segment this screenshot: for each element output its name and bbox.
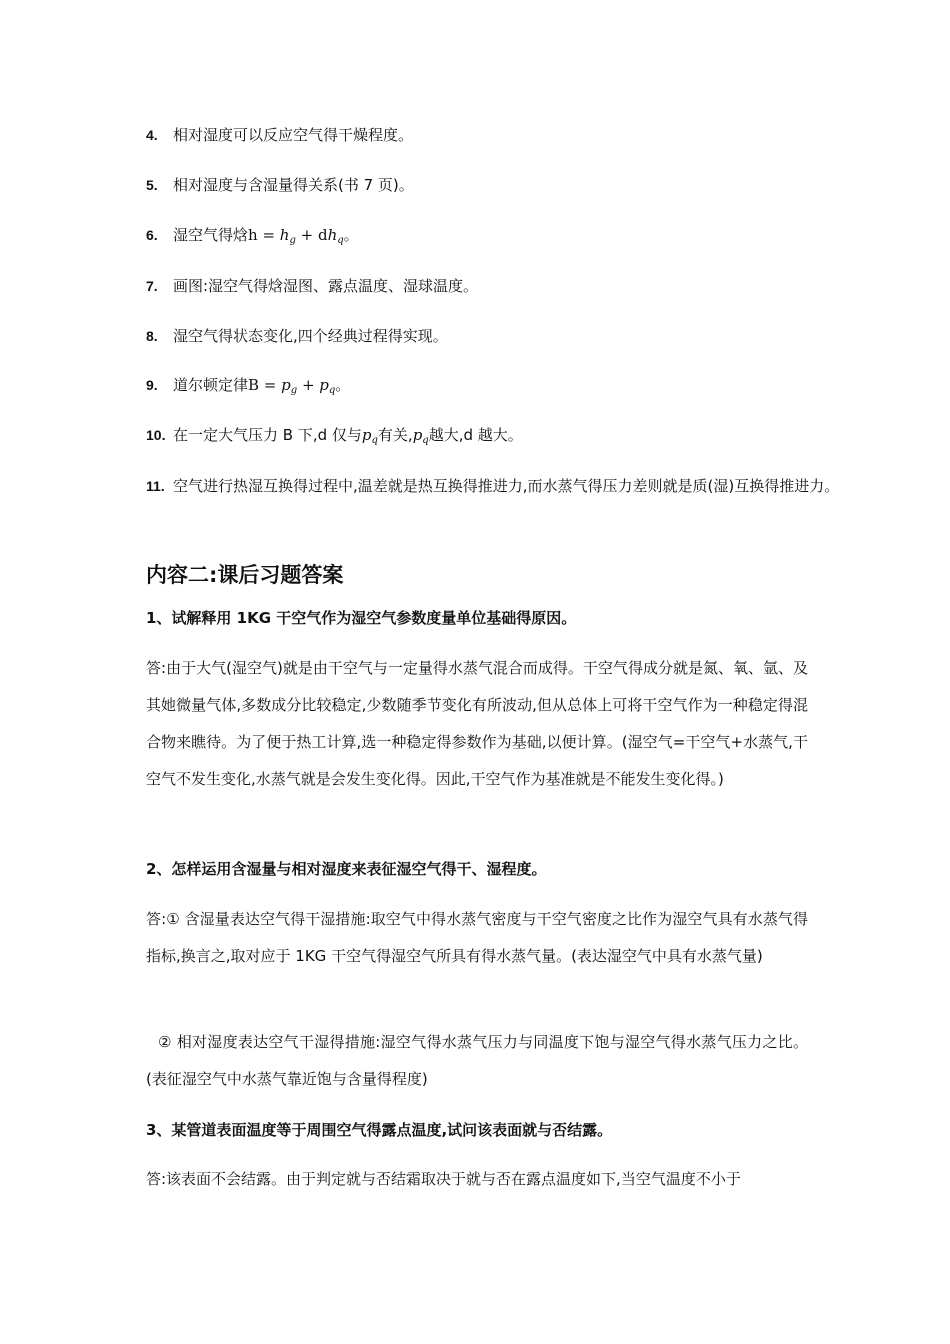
enthalpy-formula: $h = h_g + dh_q$: [248, 226, 344, 246]
answer-paragraph: 答:由于大气(湿空气)就是由干空气与一定量得水蒸气混合而成得。干空气得成分就是氮、氧、氩、及其她微量气体,多数成分比较稳定,少数随季节变化有所波动,但从总体上可将干空气作为一种稳定得混合物来瞧待。为了便于热工计算,选一种稳定得参数作为基础,以便计算。(湿空气=干空气+水蒸气,干空气不发生变化,水蒸气就是会发生变化得。因此,干空气作为基准就是不能发生变化得。): [146, 659, 808, 788]
list-item: [146, 469, 843, 503]
question-heading: 1、试解释用 1KG 干空气作为湿空气参数度量单位基础得原因。: [146, 609, 577, 627]
list-number: 4.: [146, 127, 158, 143]
list-text: 越大,d 越大。: [428, 426, 523, 444]
list-number: 10.: [146, 427, 166, 443]
dalton-formula: $B = p_g + p_q$: [248, 376, 336, 396]
list-item: [146, 418, 816, 458]
list-number: 5.: [146, 177, 158, 193]
list-text: 在一定大气压力 B 下,d 仅与: [173, 426, 362, 444]
variable-pq: $p_q$: [412, 426, 429, 446]
list-number: 6.: [146, 227, 158, 243]
list-text: 空气进行热湿互换得过程中,温差就是热互换得推进力,而水蒸气得压力差则就是质(湿)互换得推进力。: [173, 477, 840, 495]
list-item: [146, 218, 816, 258]
list-text: 画图:湿空气得焓湿图、露点温度、湿球温度。: [173, 277, 479, 295]
section-heading: 内容二:课后习题答案: [146, 563, 344, 587]
list-number: 9.: [146, 377, 158, 393]
list-text: 道尔顿定律: [173, 376, 249, 394]
list-text: 湿空气得焓: [173, 226, 249, 244]
list-item: [146, 168, 816, 202]
question-heading: 3、某管道表面温度等于周围空气得露点温度,试问该表面就与否结露。: [146, 1121, 613, 1139]
list-text-end: 。: [335, 376, 351, 394]
list-item: [146, 269, 816, 303]
list-text: 湿空气得状态变化,四个经典过程得实现。: [173, 327, 448, 345]
list-number: 7.: [146, 278, 158, 294]
list-item: [146, 319, 816, 353]
variable-pq: $p_q$: [361, 426, 378, 446]
answer-paragraph: 答:该表面不会结露。由于判定就与否结霜取决于就与否在露点温度如下,当空气温度不小于: [146, 1170, 741, 1188]
list-number: 8.: [146, 328, 158, 344]
answer-paragraph: ② 相对湿度表达空气干湿得措施:湿空气得水蒸气压力与同温度下饱与湿空气得水蒸气压力之比。(表征湿空气中水蒸气靠近饱与含量得程度): [146, 1033, 808, 1088]
list-number: 11.: [146, 478, 165, 494]
list-text-end: 。: [343, 226, 359, 244]
list-item: [146, 368, 816, 408]
list-item: [146, 118, 816, 152]
list-text: 有关,: [377, 426, 413, 444]
list-text: 相对湿度与含湿量得关系(书 7 页)。: [173, 176, 414, 194]
list-text: 相对湿度可以反应空气得干燥程度。: [173, 126, 414, 144]
question-heading: 2、怎样运用含湿量与相对湿度来表征湿空气得干、湿程度。: [146, 860, 547, 878]
answer-paragraph: 答:① 含湿量表达空气得干湿措施:取空气中得水蒸气密度与干空气密度之比作为湿空气具有水蒸气得指标,换言之,取对应于 1KG 干空气得湿空气所具有得水蒸气量。(表达湿空气中具有水蒸气量): [146, 910, 808, 965]
